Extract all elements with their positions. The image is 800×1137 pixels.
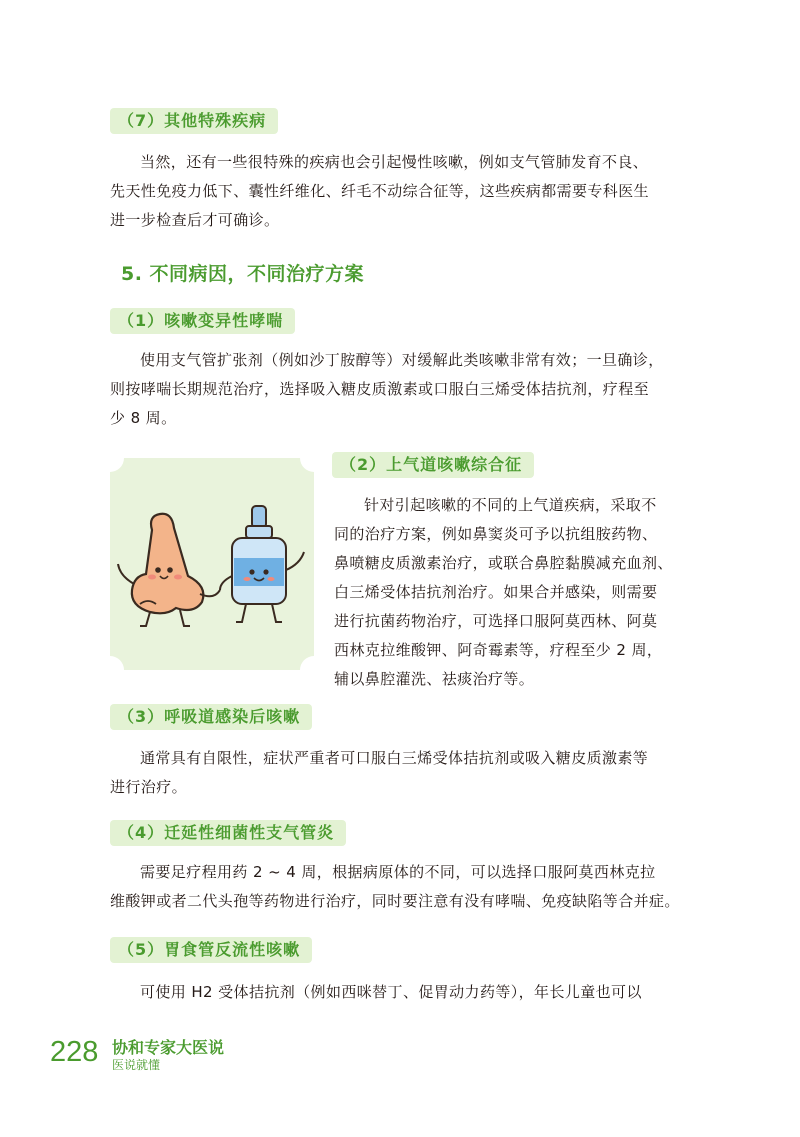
section-heading: 5. 不同病因，不同治疗方案 xyxy=(121,263,365,285)
page-number: 228 xyxy=(50,1036,99,1068)
text-line: 进一步检查后才可确诊。 xyxy=(110,211,280,229)
nose-and-spray-illustration xyxy=(110,458,314,670)
text-line: 则按哮喘长期规范治疗，选择吸入糖皮质激素或口服白三烯受体拮抗剂，疗程至 xyxy=(110,380,650,398)
text-line: 使用支气管扩张剂（例如沙丁胺醇等）对缓解此类咳嗽非常有效；一旦确诊， xyxy=(140,351,664,369)
text-line: 需要足疗程用药 2 ~ 4 周，根据病原体的不同，可以选择口服阿莫西林克拉 xyxy=(140,863,656,881)
text-line: 当然，还有一些很特殊的疾病也会引起慢性咳嗽，例如支气管肺发育不良、 xyxy=(140,153,649,171)
paragraph-2 xyxy=(334,491,692,694)
paragraph-4 xyxy=(110,858,690,916)
illustration-svg xyxy=(110,458,314,670)
text-line: 鼻喷糖皮质激素治疗，或联合鼻腔黏膜减充血剂、 xyxy=(334,554,673,572)
text-line: 进行治疗。 xyxy=(110,778,188,796)
text-line: 西林克拉维酸钾、阿奇霉素等，疗程至少 2 周， xyxy=(334,641,663,659)
text-line: 辅以鼻腔灌洗、祛痰治疗等。 xyxy=(334,670,535,688)
subsection-heading-7: （7）其他特殊疾病 xyxy=(110,108,278,134)
text-line: 通常具有自限性，症状严重者可口服白三烯受体拮抗剂或吸入糖皮质激素等 xyxy=(140,749,649,767)
text-line: 先天性免疫力低下、囊性纤维化、纤毛不动综合征等，这些疾病都需要专科医生 xyxy=(110,182,650,200)
book-title: 协和专家大医说 xyxy=(112,1038,225,1057)
subsection-heading-2: （2）上气道咳嗽综合征 xyxy=(332,452,534,478)
paragraph-3 xyxy=(110,744,690,802)
text-line: 维酸钾或者二代头孢等药物进行治疗，同时要注意有没有哮喘、免疫缺陷等合并症。 xyxy=(110,892,680,910)
subsection-heading-4: （4）迁延性细菌性支气管炎 xyxy=(110,820,346,846)
text-line: 白三烯受体拮抗剂治疗。如果合并感染，则需要 xyxy=(334,583,658,601)
subsection-heading-3: （3）呼吸道感染后咳嗽 xyxy=(110,704,312,730)
book-subtitle: 医说就懂 xyxy=(112,1058,161,1072)
text-line: 针对引起咳嗽的不同的上气道疾病，采取不 xyxy=(364,496,657,514)
paragraph-1 xyxy=(110,346,690,433)
text-line: 进行抗菌药物治疗，可选择口服阿莫西林、阿莫 xyxy=(334,612,658,630)
paragraph-7 xyxy=(110,148,690,235)
subsection-heading-1: （1）咳嗽变异性哮喘 xyxy=(110,308,295,334)
subsection-heading-5: （5）胃食管反流性咳嗽 xyxy=(110,937,312,963)
text-line: 少 8 周。 xyxy=(110,409,177,427)
text-line: 同的治疗方案，例如鼻窦炎可予以抗组胺药物、 xyxy=(334,525,658,543)
paragraph-5 xyxy=(110,978,690,1007)
text-line: 可使用 H2 受体拮抗剂（例如西咪替丁、促胃动力药等），年长儿童也可以 xyxy=(140,983,642,1001)
